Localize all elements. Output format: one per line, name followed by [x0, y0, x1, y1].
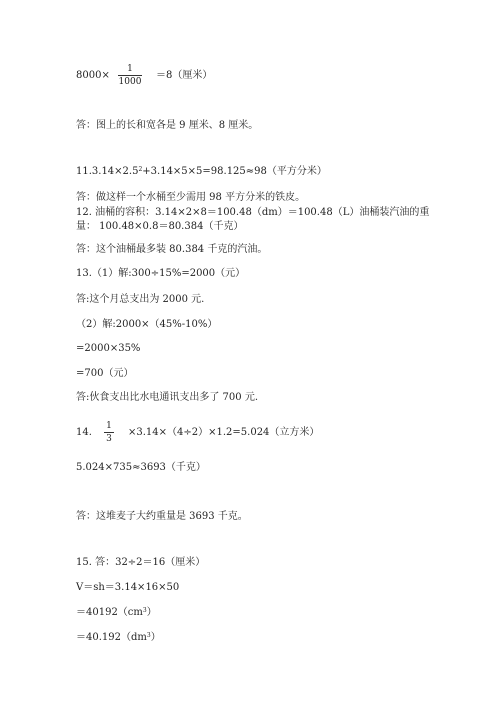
answer-12: 答：这个油桶最多装 80.384 千克的汽油。 — [76, 244, 268, 255]
fraction-denominator: 1000 — [118, 77, 142, 87]
line-8000: 8000× — [76, 70, 110, 81]
fraction-denominator: 3 — [106, 434, 112, 444]
fraction-bar — [118, 75, 142, 76]
fraction-1-3 — [104, 421, 114, 444]
fraction-numerator: 1 — [127, 64, 133, 74]
problem-12-line-2: 量： 100.48×0.8＝80.384（千克） — [76, 221, 244, 232]
volume-formula: V＝sh＝3.14×16×50 — [76, 582, 180, 593]
volume-cm3: $=40192(cm^3)$ — [76, 607, 157, 618]
problem-14-expression: ×3.14×（4÷2）×1.2=5.024（立方米） — [128, 427, 320, 438]
problem-14-label: 14. — [76, 427, 92, 438]
problem-12-line-1: 12. 油桶的容积：3.14×2×8＝100.48（dm）＝100.48（L）油桶装汽油的重 — [76, 207, 430, 218]
volume-dm3: $=40.192(dm^3)$ — [76, 632, 161, 643]
step-35-percent: =2000×35% — [76, 343, 141, 354]
problem-13-part-2: （2）解:2000×（45%-10%） — [76, 319, 218, 330]
step-weight: 5.024×735≈3693（千克） — [76, 462, 206, 473]
answer-14: 答：这堆麦子大约重量是 3693 千克。 — [76, 511, 248, 522]
line-8000-result: ＝8（厘米） — [156, 70, 213, 81]
problem-11: $11.3.14\times 2.5^2+3.14\times 5\times 5=98.125\approx 98$（平方分米） — [76, 166, 327, 177]
problem-15: 15. 答：32÷2＝16（厘米） — [76, 557, 206, 568]
fraction-numerator: 1 — [106, 421, 112, 431]
step-700: =700（元） — [76, 368, 134, 379]
answer-line-1: 答：图上的长和宽各是 9 厘米、8 厘米。 — [76, 120, 259, 131]
fraction-1-1000 — [118, 64, 142, 87]
answer-13-part-2: 答:伙食支出比水电通讯支出多了 700 元. — [76, 392, 258, 403]
answer-11: 答：做这样一个水桶至少需用 98 平方分米的铁皮。 — [76, 192, 306, 203]
fraction-bar — [104, 432, 114, 433]
answer-13-part-1: 答:这个月总支出为 2000 元. — [76, 294, 205, 305]
problem-13-part-1: 13.（1）解:300÷15%=2000（元） — [76, 268, 246, 279]
